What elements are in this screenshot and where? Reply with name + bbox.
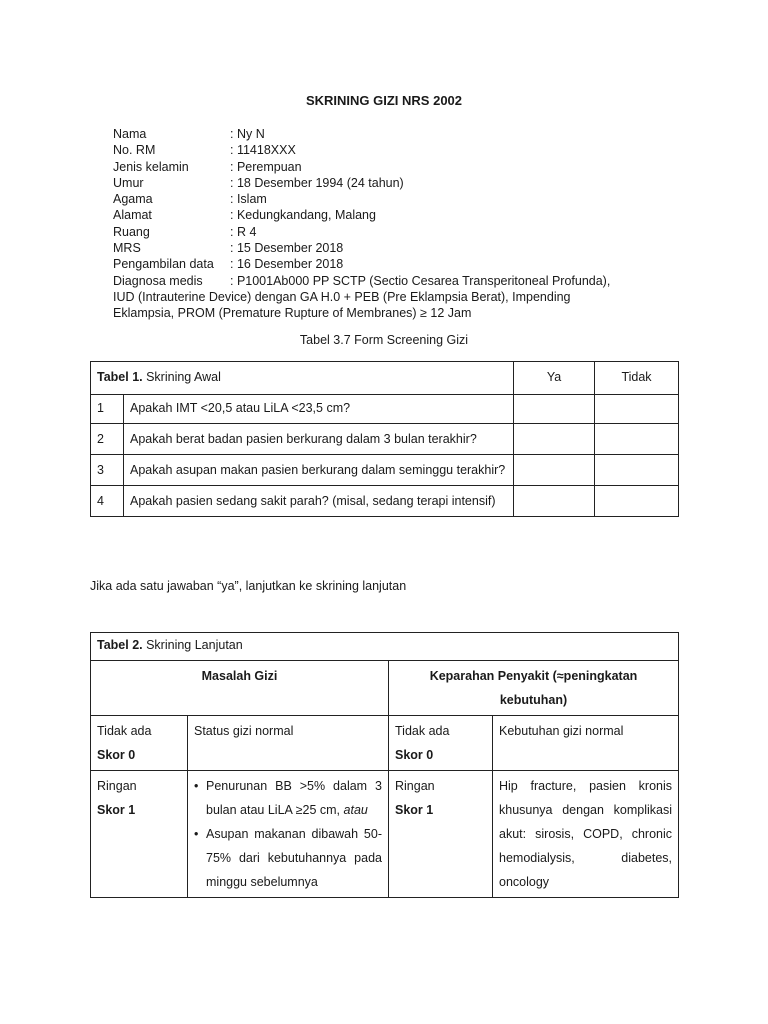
- answer-tidak-cell[interactable]: [595, 486, 679, 517]
- table-header-row: [91, 362, 679, 395]
- question-text: Apakah berat badan pasien berkurang dalam 3 bulan terakhir?: [124, 424, 514, 455]
- table-row: [91, 486, 679, 517]
- info-label: Ruang: [113, 224, 150, 239]
- info-row-gender: [113, 159, 673, 175]
- col-ya-header: Ya: [514, 362, 595, 395]
- table-row: [91, 395, 679, 424]
- row-number: 2: [91, 424, 124, 455]
- description-cell: Kebutuhan gizi normal: [493, 716, 679, 771]
- info-label: Agama: [113, 192, 153, 207]
- nutrition-problem-header: Masalah Gizi: [91, 661, 389, 716]
- info-value: : Kedungkandang, Malang: [230, 208, 376, 223]
- initial-screening-table: [90, 361, 679, 517]
- disease-severity-header: Keparahan Penyakit (≈peningkatan kebutuhan): [389, 661, 679, 716]
- patient-info: [113, 126, 673, 322]
- answer-ya-cell[interactable]: [514, 395, 595, 424]
- answer-ya-cell[interactable]: [514, 424, 595, 455]
- info-value: : 15 Desember 2018: [230, 241, 344, 256]
- info-label: Umur: [113, 175, 144, 190]
- level-cell: Ringan Skor 1: [91, 771, 188, 898]
- info-row-diagnosis: [113, 273, 673, 289]
- info-row-data-date: [113, 256, 673, 272]
- info-value: : Islam: [230, 192, 267, 207]
- info-value: : Perempuan: [230, 159, 302, 174]
- description-cell: [188, 771, 389, 898]
- question-text: Apakah pasien sedang sakit parah? (misal, sedang terapi intensif): [124, 486, 514, 517]
- level-cell: Ringan Skor 1: [389, 771, 493, 898]
- list-item: • Asupan makanan dibawah 50-75% dari kebutuhannya pada minggu sebelumnya: [194, 822, 382, 894]
- info-row-rm: [113, 142, 673, 158]
- info-row-nama: [113, 126, 673, 142]
- info-value: : P1001Ab000 PP SCTP (Sectio Cesarea Transperitoneal Profunda),: [230, 273, 611, 288]
- table-title: Tabel 2. Skrining Lanjutan: [91, 633, 679, 661]
- table-row: [91, 716, 679, 771]
- info-value: : R 4: [230, 224, 257, 239]
- info-value: : 16 Desember 2018: [230, 257, 344, 272]
- info-value: : 11418XXX: [230, 143, 296, 158]
- question-text: Apakah asupan makan pasien berkurang dalam seminggu terakhir?: [124, 455, 514, 486]
- info-label: No. RM: [113, 143, 156, 158]
- answer-tidak-cell[interactable]: [595, 455, 679, 486]
- list-item: • Penurunan BB >5% dalam 3 bulan atau LiLA ≥25 cm, atau: [194, 774, 382, 822]
- info-row-mrs: [113, 240, 673, 256]
- row-number: 4: [91, 486, 124, 517]
- answer-tidak-cell[interactable]: [595, 395, 679, 424]
- info-row-age: [113, 175, 673, 191]
- info-label: Nama: [113, 127, 147, 141]
- table-row: [91, 424, 679, 455]
- row-number: 1: [91, 395, 124, 424]
- question-text: Apakah IMT <20,5 atau LiLA <23,5 cm?: [124, 395, 514, 424]
- col-tidak-header: Tidak: [595, 362, 679, 395]
- info-value: : Ny N: [230, 127, 265, 141]
- info-row-address: [113, 207, 673, 223]
- table-subheader-row: [91, 661, 679, 716]
- description-cell: Status gizi normal: [188, 716, 389, 771]
- answer-ya-cell[interactable]: [514, 486, 595, 517]
- table-header-row: [91, 633, 679, 661]
- answer-tidak-cell[interactable]: [595, 424, 679, 455]
- advanced-screening-table: [90, 632, 679, 898]
- table-caption: Tabel 3.7 Form Screening Gizi: [299, 333, 469, 347]
- level-cell: Tidak ada Skor 0: [389, 716, 493, 771]
- info-label: Pengambilan data: [113, 257, 214, 272]
- info-label: MRS: [113, 241, 141, 256]
- diagnosis-line-3: [113, 305, 673, 321]
- diagnosis-text: Eklampsia, PROM (Premature Rupture of Membranes) ≥ 12 Jam: [113, 306, 472, 321]
- criteria-list: [194, 774, 382, 894]
- info-value: : 18 Desember 1994 (24 tahun): [230, 175, 404, 190]
- description-cell: Hip fracture, pasien kronis khusunya dengan komplikasi akut: sirosis, COPD, chronic hemodialysis, diabetes, oncology: [493, 771, 679, 898]
- diagnosis-text: IUD (Intrauterine Device) dengan GA H.0 + PEB (Pre Eklampsia Berat), Impending: [113, 289, 571, 304]
- screening-note: Jika ada satu jawaban “ya”, lanjutkan ke skrining lanjutan: [90, 579, 407, 593]
- info-label: Diagnosa medis: [113, 273, 203, 288]
- table-title: Tabel 1. Skrining Awal: [91, 362, 514, 395]
- info-row-room: [113, 224, 673, 240]
- info-label: Jenis kelamin: [113, 159, 189, 174]
- diagnosis-line-2: [113, 289, 673, 305]
- table-row: [91, 771, 679, 898]
- row-number: 3: [91, 455, 124, 486]
- info-label: Alamat: [113, 208, 152, 223]
- info-row-religion: [113, 191, 673, 207]
- answer-ya-cell[interactable]: [514, 455, 595, 486]
- level-cell: Tidak ada Skor 0: [91, 716, 188, 771]
- document-title: SKRINING GIZI NRS 2002: [305, 93, 463, 108]
- table-row: [91, 455, 679, 486]
